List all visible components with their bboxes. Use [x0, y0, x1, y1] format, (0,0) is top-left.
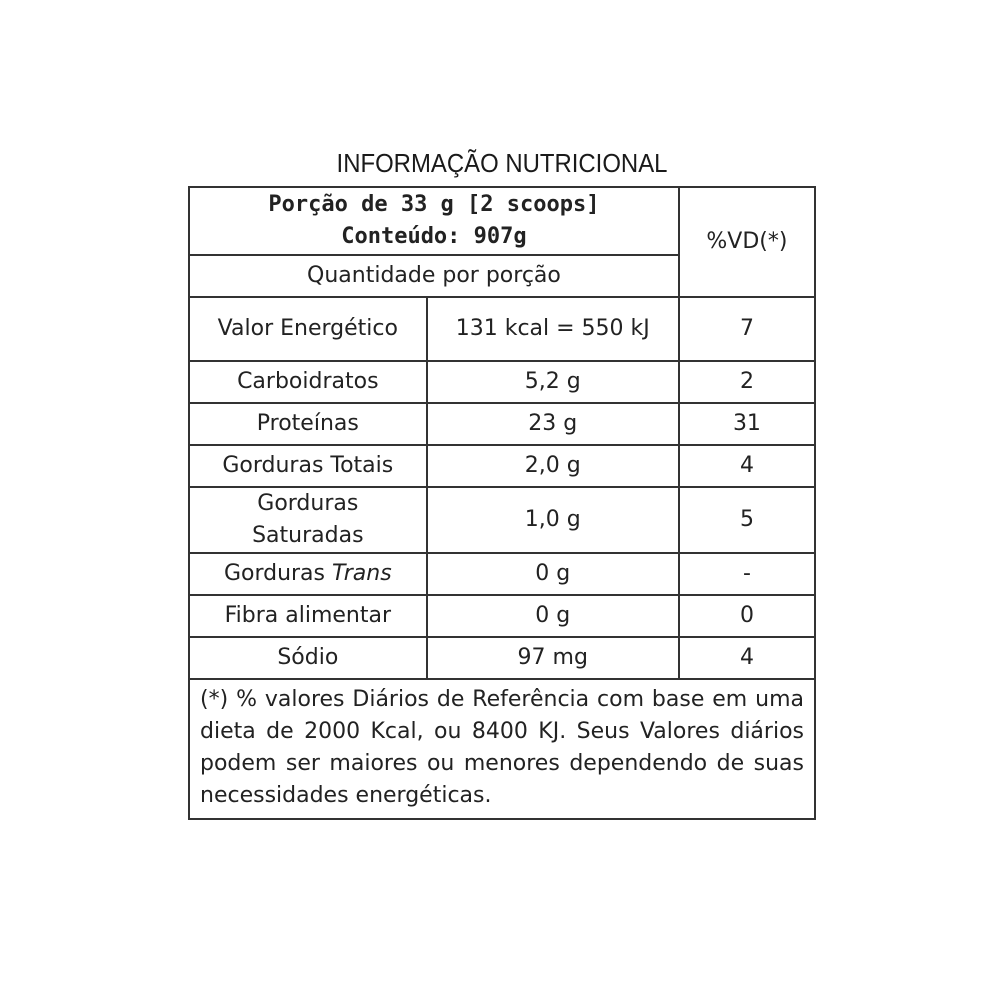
- nutrient-amount: 1,0 g: [427, 487, 679, 553]
- nutrient-name: Valor Energético: [189, 297, 427, 361]
- nutrient-name: Carboidratos: [189, 361, 427, 403]
- nutrient-amount: 97 mg: [427, 637, 679, 679]
- daily-value-footnote: (*) % valores Diários de Referência com base em uma dieta de 2000 Kcal, ou 8400 KJ. Seus Valores diários podem ser maiores ou menores dependendo de suas necessidades energéticas.: [189, 679, 815, 819]
- nutrient-amount: 5,2 g: [427, 361, 679, 403]
- nutrient-name: Sódio: [189, 637, 427, 679]
- table-row: [189, 361, 815, 403]
- nutrient-daily-value: 4: [679, 637, 815, 679]
- table-row: [189, 553, 815, 595]
- nutrient-amount: 0 g: [427, 553, 679, 595]
- nutrient-amount: 2,0 g: [427, 445, 679, 487]
- nutrient-daily-value: 7: [679, 297, 815, 361]
- nutrition-facts-table: [188, 186, 816, 820]
- table-row: [189, 487, 815, 553]
- serving-info-cell: [189, 187, 679, 255]
- nutrient-daily-value: 4: [679, 445, 815, 487]
- nutrient-amount: 23 g: [427, 403, 679, 445]
- nutrient-name: Gorduras Saturadas: [189, 487, 427, 553]
- nutrition-table-title: INFORMAÇÃO NUTRICIONAL: [336, 148, 668, 178]
- nutrient-daily-value: 2: [679, 361, 815, 403]
- nutrient-name: [189, 553, 427, 595]
- nutrient-name: Gorduras Totais: [189, 445, 427, 487]
- nutrient-amount: 0 g: [427, 595, 679, 637]
- nutrient-name: Fibra alimentar: [189, 595, 427, 637]
- nutrient-daily-value: 31: [679, 403, 815, 445]
- nutrient-name-prefix: Gorduras: [223, 561, 332, 586]
- table-row: [189, 403, 815, 445]
- nutrient-amount: 131 kcal = 550 kJ: [427, 297, 679, 361]
- table-row: [189, 595, 815, 637]
- serving-header-row: [189, 187, 815, 255]
- nutrient-name-italic: Trans: [332, 561, 392, 586]
- nutrient-daily-value: 5: [679, 487, 815, 553]
- quantity-per-serving-label: Quantidade por porção: [189, 255, 679, 297]
- daily-value-header: %VD(*): [679, 187, 815, 297]
- table-row: [189, 445, 815, 487]
- net-content-text: Conteúdo: 907g: [341, 224, 527, 249]
- table-row: [189, 297, 815, 361]
- nutrient-daily-value: 0: [679, 595, 815, 637]
- footnote-row: [189, 679, 815, 819]
- nutrient-daily-value: -: [679, 553, 815, 595]
- nutrient-name: Proteínas: [189, 403, 427, 445]
- serving-size-text: Porção de 33 g [2 scoops]: [268, 192, 600, 217]
- table-row: [189, 637, 815, 679]
